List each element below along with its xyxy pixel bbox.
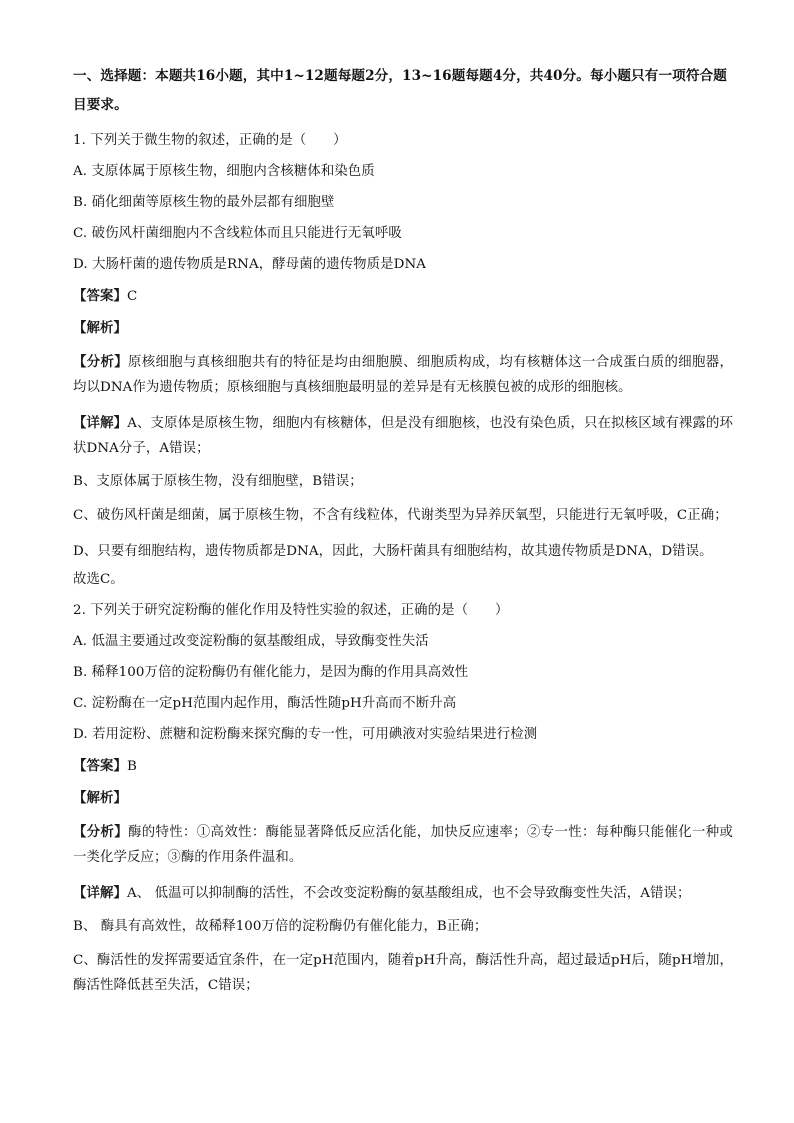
detail-paragraph: C、酶活性的发挥需要适宜条件，在一定pH范围内，随着pH升高，酶活性升高，超过最适pH后，随pH增加，酶活性降低甚至失活，C错误； xyxy=(73,953,733,993)
fenxi-tag: 【分析】 xyxy=(73,824,129,840)
document-page xyxy=(73,62,733,998)
detail-paragraph: D、只要有细胞结构，遗传物质都是DNA，因此，大肠杆菌具有细胞结构，故其遗传物质是DNA，D错误。 xyxy=(73,544,713,559)
conclusion: 故选C。 xyxy=(73,572,124,587)
option-b: B. 硝化细菌等原核生物的最外层都有细胞壁 xyxy=(73,195,335,210)
question-1 xyxy=(73,131,733,590)
answer-line xyxy=(73,756,733,777)
detail-paragraph: B、支原体属于原核生物，没有细胞壁，B错误； xyxy=(73,474,363,489)
option-a: A. 支原体属于原核生物，细胞内含核糖体和染色质 xyxy=(73,164,375,179)
fenxi-text: 原核细胞与真核细胞共有的特征是均由细胞膜、细胞质构成，均有核糖体这一合成蛋白质的细胞器，均以DNA作为遗传物质；原核细胞与真核细胞最明显的差异是有无核膜包被的成形的细胞核。 xyxy=(73,355,733,395)
option-c: C. 破伤风杆菌细胞内不含线粒体而且只能进行无氧呼吸 xyxy=(73,226,402,241)
option-a: A. 低温主要通过改变淀粉酶的氨基酸组成，导致酶变性失活 xyxy=(73,634,429,649)
question-stem: 2. 下列关于研究淀粉酶的催化作用及特性实验的叙述，正确的是（ ） xyxy=(73,603,509,618)
fenxi-paragraph xyxy=(73,350,733,400)
xiangjie-tag: 【详解】 xyxy=(73,415,128,431)
answer-tag: 【答案】 xyxy=(73,758,127,774)
answer-value: B xyxy=(126,759,137,774)
detail-text: A、 低温可以抑制酶的活性，不会改变淀粉酶的氨基酸组成，也不会导致酶变性失活，A错误； xyxy=(126,886,691,901)
option-d: D. 大肠杆菌的遗传物质是RNA，酵母菌的遗传物质是DNA xyxy=(73,257,427,272)
detail-paragraph: C、破伤风杆菌是细菌，属于原核生物，不含有线粒体，代谢类型为异养厌氧型，只能进行无氧呼吸，C正确； xyxy=(73,508,728,523)
fenxi-text: 酶的特性：①高效性：酶能显著降低反应活化能，加快反应速率；②专一性：每种酶只能催化一种或一类化学反应；③酶的作用条件温和。 xyxy=(73,825,733,865)
option-b: B. 稀释100万倍的淀粉酶仍有催化能力，是因为酶的作用具高效性 xyxy=(73,665,469,680)
fenxi-paragraph xyxy=(73,820,733,870)
analysis-tag: 【解析】 xyxy=(73,320,127,336)
section-header: 一、选择题：本题共16小题，其中1~12题每题2分，13~16题每题4分，共40分。每小题只有一项符合题目要求。 xyxy=(73,68,727,113)
detail-text: A、支原体是原核生物，细胞内有核糖体，但是没有细胞核，也没有染色质，只在拟核区域有裸露的环状DNA分子，A错误； xyxy=(73,416,733,456)
detail-paragraph: B、 酶具有高效性，故稀释100万倍的淀粉酶仍有催化能力，B正确； xyxy=(73,919,488,934)
answer-value: C xyxy=(126,289,138,304)
answer-tag: 【答案】 xyxy=(73,288,127,304)
answer-line xyxy=(73,286,733,307)
option-c: C. 淀粉酶在一定pH范围内起作用，酶活性随pH升高而不断升高 xyxy=(73,696,457,711)
detail-paragraph xyxy=(73,881,733,906)
question-stem: 1. 下列关于微生物的叙述，正确的是（ ） xyxy=(73,133,347,148)
analysis-tag: 【解析】 xyxy=(73,790,127,806)
xiangjie-tag: 【详解】 xyxy=(73,885,127,901)
question-2 xyxy=(73,601,733,998)
fenxi-tag: 【分析】 xyxy=(73,354,129,370)
analysis-line xyxy=(73,788,733,809)
detail-paragraph xyxy=(73,411,733,461)
option-d: D. 若用淀粉、蔗糖和淀粉酶来探究酶的专一性，可用碘液对实验结果进行检测 xyxy=(73,727,538,742)
analysis-line xyxy=(73,318,733,339)
